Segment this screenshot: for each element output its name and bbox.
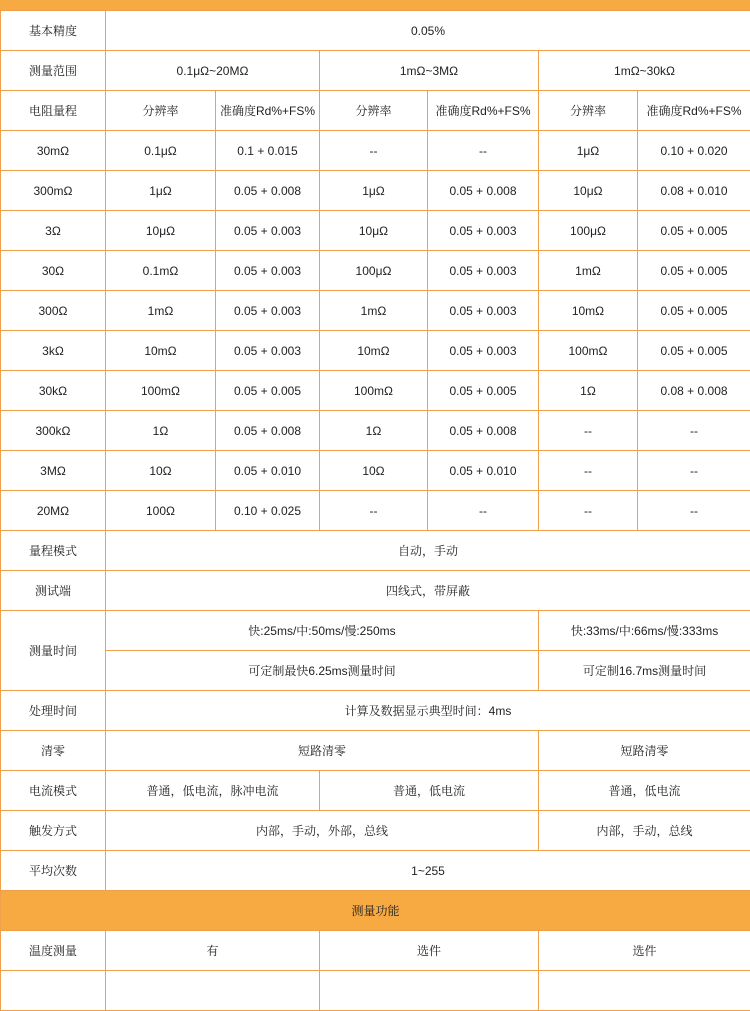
table-cell: 10mΩ xyxy=(539,291,638,331)
column-header: 准确度Rd%+FS% xyxy=(428,91,539,131)
row-label: 温度测量 xyxy=(1,931,106,971)
row-range-header xyxy=(1,91,750,131)
table-cell: 10μΩ xyxy=(106,211,216,251)
table-cell: 1mΩ xyxy=(320,291,428,331)
table-row xyxy=(1,451,750,491)
temperature-a: 有 xyxy=(106,931,320,971)
table-cell xyxy=(539,971,750,1011)
table-cell: 1mΩ xyxy=(106,291,216,331)
table-cell: 100mΩ xyxy=(106,371,216,411)
measure-time-custom-a: 可定制最快6.25ms测量时间 xyxy=(106,651,539,691)
table-cell: 0.05 + 0.003 xyxy=(428,331,539,371)
row-label: 平均次数 xyxy=(1,851,106,891)
table-cell: -- xyxy=(539,491,638,531)
row-label: 量程模式 xyxy=(1,531,106,571)
table-cell: 0.08 + 0.010 xyxy=(638,171,750,211)
spec-table xyxy=(0,10,750,1011)
row-measure-time-custom xyxy=(1,651,750,691)
range-mode-value: 自动，手动 xyxy=(106,531,750,571)
zero-value-a: 短路清零 xyxy=(106,731,539,771)
range-model-b: 1mΩ~3MΩ xyxy=(320,51,539,91)
table-cell: 1μΩ xyxy=(106,171,216,211)
row-process-time xyxy=(1,691,750,731)
table-cell: 0.10 + 0.020 xyxy=(638,131,750,171)
table-cell: -- xyxy=(428,131,539,171)
table-cell: 0.05 + 0.003 xyxy=(216,291,320,331)
table-cell: 0.05 + 0.005 xyxy=(638,291,750,331)
column-header: 分辨率 xyxy=(320,91,428,131)
table-cell xyxy=(320,971,539,1011)
table-cell xyxy=(1,971,106,1011)
table-cell: 0.05 + 0.010 xyxy=(428,451,539,491)
range-model-a: 0.1μΩ~20MΩ xyxy=(106,51,320,91)
table-row xyxy=(1,171,750,211)
table-cell: 1mΩ xyxy=(539,251,638,291)
measure-time-speeds-b: 快:33ms/中:66ms/慢:333ms xyxy=(539,611,750,651)
table-cell: 1μΩ xyxy=(320,171,428,211)
row-label: 基本精度 xyxy=(1,11,106,51)
row-measure-time xyxy=(1,611,750,651)
range-cell: 30Ω xyxy=(1,251,106,291)
table-cell: 0.1mΩ xyxy=(106,251,216,291)
table-cell xyxy=(106,971,320,1011)
table-cell: -- xyxy=(638,451,750,491)
table-row xyxy=(1,251,750,291)
table-cell: 0.05 + 0.003 xyxy=(428,211,539,251)
table-cell: 1Ω xyxy=(320,411,428,451)
table-cell: -- xyxy=(638,411,750,451)
table-row xyxy=(1,331,750,371)
table-row xyxy=(1,291,750,331)
measure-time-speeds-a: 快:25ms/中:50ms/慢:250ms xyxy=(106,611,539,651)
table-cell: 0.05 + 0.005 xyxy=(638,331,750,371)
table-cell: 0.05 + 0.005 xyxy=(428,371,539,411)
table-cell: 0.05 + 0.010 xyxy=(216,451,320,491)
row-label: 测量时间 xyxy=(1,611,106,691)
table-cell: 10Ω xyxy=(320,451,428,491)
row-current-mode xyxy=(1,771,750,811)
row-trigger xyxy=(1,811,750,851)
table-cell: 0.1 + 0.015 xyxy=(216,131,320,171)
row-label: 处理时间 xyxy=(1,691,106,731)
table-cell: -- xyxy=(539,451,638,491)
table-cell: 0.05 + 0.008 xyxy=(216,171,320,211)
table-cell: 0.1μΩ xyxy=(106,131,216,171)
column-header: 分辨率 xyxy=(539,91,638,131)
column-header: 准确度Rd%+FS% xyxy=(216,91,320,131)
current-mode-a: 普通，低电流，脉冲电流 xyxy=(106,771,320,811)
table-row xyxy=(1,131,750,171)
basic-accuracy-value: 0.05% xyxy=(106,11,750,51)
trigger-value-b: 内部，手动，总线 xyxy=(539,811,750,851)
range-cell: 3Ω xyxy=(1,211,106,251)
table-cell: 100mΩ xyxy=(320,371,428,411)
table-cell: 10μΩ xyxy=(320,211,428,251)
section-header xyxy=(1,891,750,931)
table-row xyxy=(1,371,750,411)
row-label: 测试端 xyxy=(1,571,106,611)
table-row xyxy=(1,211,750,251)
range-cell: 300Ω xyxy=(1,291,106,331)
column-header: 准确度Rd%+FS% xyxy=(638,91,750,131)
range-model-c: 1mΩ~30kΩ xyxy=(539,51,750,91)
table-cell: -- xyxy=(320,491,428,531)
range-cell: 20MΩ xyxy=(1,491,106,531)
top-accent-bar xyxy=(0,0,750,10)
table-row xyxy=(1,491,750,531)
table-cell: 1μΩ xyxy=(539,131,638,171)
row-label: 电阻量程 xyxy=(1,91,106,131)
table-cell: 0.05 + 0.005 xyxy=(216,371,320,411)
table-row xyxy=(1,411,750,451)
table-cell: 10mΩ xyxy=(320,331,428,371)
process-time-value: 计算及数据显示典型时间：4ms xyxy=(106,691,750,731)
range-cell: 30kΩ xyxy=(1,371,106,411)
temperature-c: 选件 xyxy=(539,931,750,971)
table-cell: -- xyxy=(539,411,638,451)
column-header: 分辨率 xyxy=(106,91,216,131)
temperature-b: 选件 xyxy=(320,931,539,971)
range-cell: 300mΩ xyxy=(1,171,106,211)
table-cell: 0.05 + 0.003 xyxy=(428,251,539,291)
range-cell: 30mΩ xyxy=(1,131,106,171)
table-cell: 100μΩ xyxy=(320,251,428,291)
row-terminal xyxy=(1,571,750,611)
table-cell: -- xyxy=(428,491,539,531)
current-mode-c: 普通，低电流 xyxy=(539,771,750,811)
row-partial xyxy=(1,971,750,1011)
table-cell: 0.05 + 0.003 xyxy=(216,251,320,291)
row-measure-range xyxy=(1,51,750,91)
table-cell: 0.08 + 0.008 xyxy=(638,371,750,411)
table-cell: 10Ω xyxy=(106,451,216,491)
table-cell: -- xyxy=(638,491,750,531)
table-cell: 0.05 + 0.008 xyxy=(428,171,539,211)
row-average xyxy=(1,851,750,891)
table-cell: 0.05 + 0.005 xyxy=(638,251,750,291)
row-range-mode xyxy=(1,531,750,571)
table-cell: -- xyxy=(320,131,428,171)
table-cell: 100μΩ xyxy=(539,211,638,251)
table-cell: 0.05 + 0.003 xyxy=(216,331,320,371)
range-cell: 300kΩ xyxy=(1,411,106,451)
table-cell: 1Ω xyxy=(539,371,638,411)
row-label: 清零 xyxy=(1,731,106,771)
table-cell: 0.05 + 0.003 xyxy=(216,211,320,251)
row-basic-accuracy xyxy=(1,11,750,51)
table-cell: 0.10 + 0.025 xyxy=(216,491,320,531)
range-cell: 3MΩ xyxy=(1,451,106,491)
table-cell: 10μΩ xyxy=(539,171,638,211)
current-mode-b: 普通，低电流 xyxy=(320,771,539,811)
table-cell: 1Ω xyxy=(106,411,216,451)
table-cell: 0.05 + 0.008 xyxy=(428,411,539,451)
table-cell: 0.05 + 0.005 xyxy=(638,211,750,251)
table-cell: 0.05 + 0.008 xyxy=(216,411,320,451)
table-cell: 10mΩ xyxy=(106,331,216,371)
table-cell: 100mΩ xyxy=(539,331,638,371)
row-label: 触发方式 xyxy=(1,811,106,851)
row-label: 测量范围 xyxy=(1,51,106,91)
row-zero xyxy=(1,731,750,771)
range-cell: 3kΩ xyxy=(1,331,106,371)
average-value: 1~255 xyxy=(106,851,750,891)
trigger-value-a: 内部，手动，外部，总线 xyxy=(106,811,539,851)
measure-time-custom-b: 可定制16.7ms测量时间 xyxy=(539,651,750,691)
row-label: 电流模式 xyxy=(1,771,106,811)
terminal-value: 四线式，带屏蔽 xyxy=(106,571,750,611)
zero-value-b: 短路清零 xyxy=(539,731,750,771)
row-temperature xyxy=(1,931,750,971)
table-cell: 100Ω xyxy=(106,491,216,531)
table-cell: 0.05 + 0.003 xyxy=(428,291,539,331)
section-title: 测量功能 xyxy=(1,891,750,931)
